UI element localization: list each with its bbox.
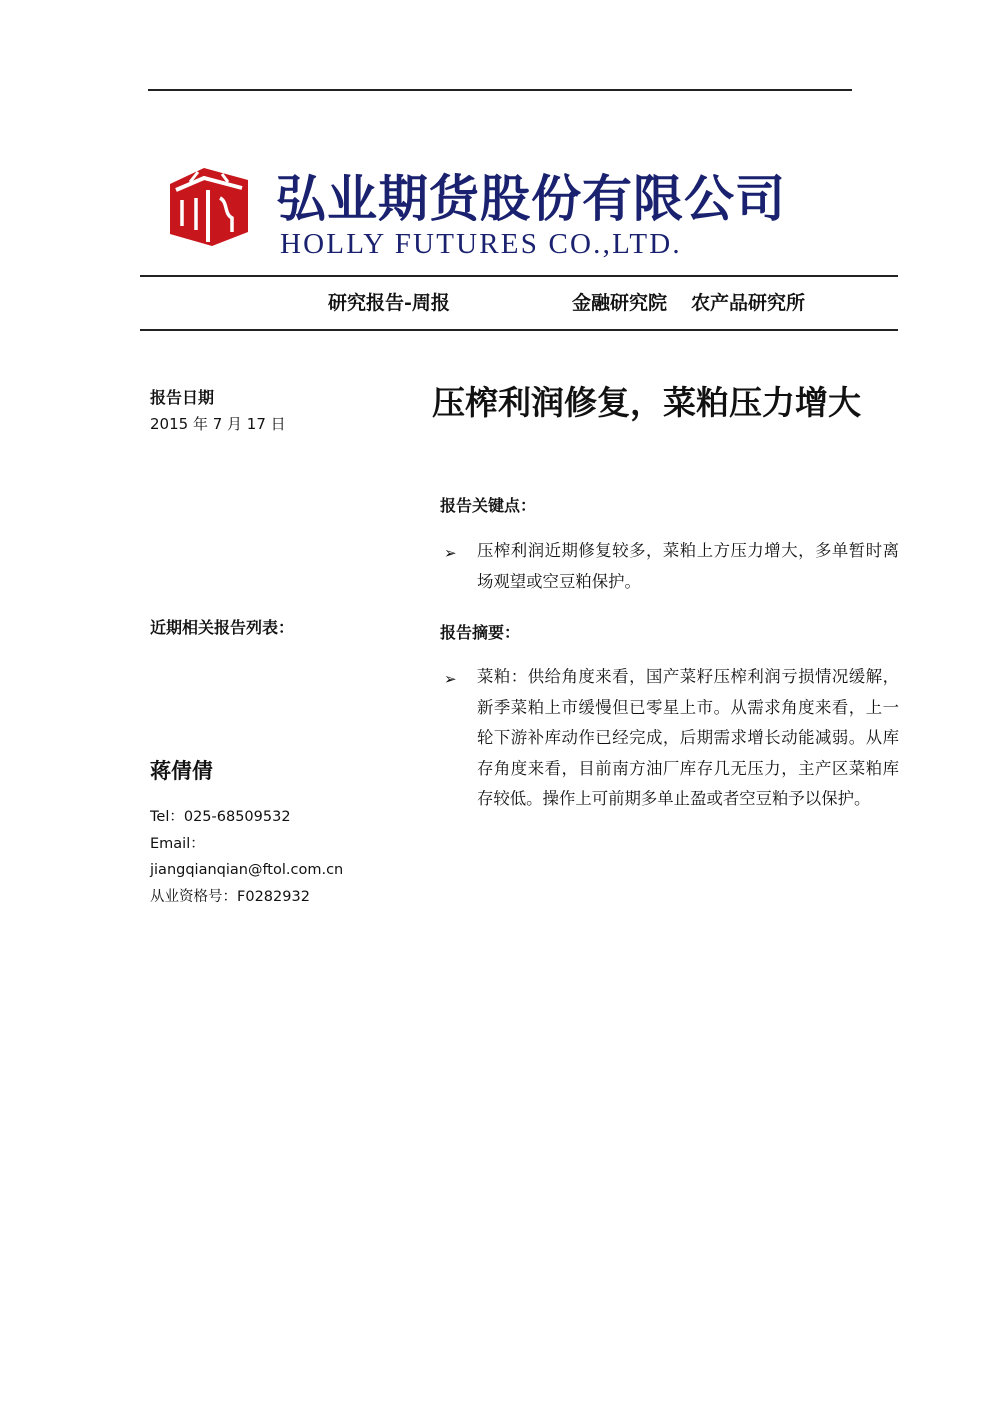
report-title: 压榨利润修复，菜粕压力增大 — [432, 383, 861, 422]
related-reports-heading: 近期相关报告列表： — [150, 618, 295, 637]
arrowhead-bullet-icon: ➢ — [444, 544, 457, 562]
band-rule-top — [140, 275, 898, 277]
author-name: 蒋倩倩 — [150, 758, 213, 783]
key-points-heading: 报告关键点： — [440, 496, 537, 515]
author-email-label: Email： — [150, 835, 205, 852]
report-type: 研究报告-周报 — [328, 292, 450, 314]
author-tel: Tel：025-68509532 — [150, 809, 291, 825]
department-line — [572, 290, 805, 316]
author-contact — [150, 804, 410, 910]
summary-text: 菜粕：供给角度来看，国产菜籽压榨利润亏损情况缓解，新季菜粕上市缓慢但已零星上市。从需求角度来看，上一轮下游补库动作已经完成，后期需求增长动能减弱。从库存角度来看，目前南方油厂库存几无压力，主产区菜粕库存较低。操作上可前期多单止盈或者空豆粕予以保护。 — [477, 667, 899, 808]
department: 农产品研究所 — [691, 292, 806, 314]
arrowhead-bullet-icon: ➢ — [444, 670, 457, 688]
report-date: 2015 年 7 月 17 日 — [150, 415, 286, 433]
red-cube-logo-icon — [168, 168, 250, 246]
author-email: jiangqianqian@ftol.com.cn — [150, 862, 344, 878]
top-rule — [148, 89, 852, 91]
author-license: 从业资格号：F0282932 — [150, 888, 310, 905]
key-point-text: 压榨利润近期修复较多，菜粕上方压力增大，多单暂时离场观望或空豆粕保护。 — [477, 541, 899, 591]
date-label: 报告日期 — [150, 388, 215, 407]
company-name-en: HOLLY FUTURES CO.,LTD. — [280, 228, 682, 260]
summary-heading: 报告摘要： — [440, 623, 521, 642]
company-name-cn: 弘业期货股份有限公司 — [276, 169, 786, 228]
institute: 金融研究院 — [572, 292, 668, 314]
band-rule-bottom — [140, 329, 898, 331]
